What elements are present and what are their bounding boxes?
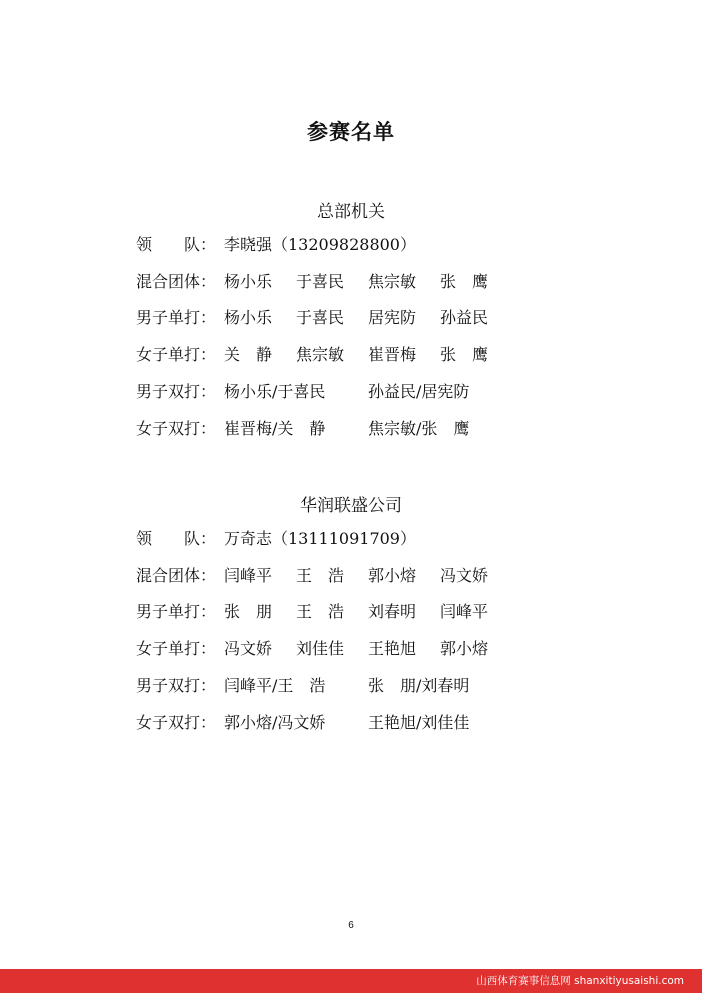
player-name: 闫峰平: [440, 602, 489, 621]
player-pair: 郭小熔/冯文娇: [224, 713, 326, 732]
player-name: 王艳旭: [368, 639, 417, 658]
row-label: 领 队：: [136, 235, 217, 254]
document-title: 参赛名单: [307, 120, 395, 144]
player-name: 郭小熔: [440, 639, 489, 658]
player-pair: 焦宗敏/张 鹰: [368, 419, 470, 438]
player-name: 刘春明: [368, 602, 417, 621]
row-label: 男子单打：: [136, 602, 217, 621]
player-name: 冯文娇: [440, 566, 489, 585]
leader-value: 万奇志（13111091709）: [224, 529, 416, 548]
player-name: 王 浩: [296, 602, 345, 621]
womens-doubles-row: [136, 417, 469, 441]
team-title-cr: 华润联盛公司: [300, 496, 402, 516]
footer-bar: [0, 969, 702, 993]
player-name: 杨小乐: [224, 272, 273, 291]
mixed-team-row: [136, 270, 488, 294]
leader-value: 李晓强（13209828800）: [224, 235, 416, 254]
leader-row: [136, 527, 416, 551]
row-label: 混合团体：: [136, 566, 217, 585]
footer-site-link[interactable]: 山西体育赛事信息网 shanxitiyusaishi.com: [476, 975, 684, 987]
player-name: 居宪防: [368, 308, 417, 327]
player-name: 崔晋梅: [368, 345, 417, 364]
player-name: 杨小乐: [224, 308, 273, 327]
player-name: 焦宗敏: [368, 272, 417, 291]
womens-singles-row: [136, 343, 488, 367]
mens-singles-row: [136, 600, 488, 624]
row-label: 女子双打：: [136, 713, 217, 732]
player-name: 张 朋: [224, 602, 273, 621]
row-label: 领 队：: [136, 529, 217, 548]
player-pair: 张 朋/刘春明: [368, 676, 470, 695]
player-name: 张 鹰: [440, 272, 489, 291]
page-number: 6: [348, 920, 354, 931]
player-name: 关 静: [224, 345, 273, 364]
player-name: 孙益民: [440, 308, 489, 327]
player-name: 王 浩: [296, 566, 345, 585]
player-pair: 王艳旭/刘佳佳: [368, 713, 470, 732]
row-label: 女子单打：: [136, 345, 217, 364]
player-pair: 杨小乐/于喜民: [224, 382, 326, 401]
player-name: 闫峰平: [224, 566, 273, 585]
mixed-team-row: [136, 564, 488, 588]
player-name: 张 鹰: [440, 345, 489, 364]
mens-doubles-row: [136, 380, 469, 404]
player-name: 于喜民: [296, 308, 345, 327]
player-name: 焦宗敏: [296, 345, 345, 364]
mens-doubles-row: [136, 674, 469, 698]
mens-singles-row: [136, 306, 488, 330]
row-label: 男子单打：: [136, 308, 217, 327]
row-label: 男子双打：: [136, 676, 217, 695]
leader-row: [136, 233, 416, 257]
player-pair: 闫峰平/王 浩: [224, 676, 326, 695]
player-name: 冯文娇: [224, 639, 273, 658]
team-title-hq: 总部机关: [317, 202, 385, 222]
player-name: 于喜民: [296, 272, 345, 291]
womens-doubles-row: [136, 711, 469, 735]
row-label: 混合团体：: [136, 272, 217, 291]
player-pair: 孙益民/居宪防: [368, 382, 470, 401]
player-name: 郭小熔: [368, 566, 417, 585]
row-label: 女子双打：: [136, 419, 217, 438]
womens-singles-row: [136, 637, 488, 661]
row-label: 男子双打：: [136, 382, 217, 401]
player-name: 刘佳佳: [296, 639, 345, 658]
row-label: 女子单打：: [136, 639, 217, 658]
player-pair: 崔晋梅/关 静: [224, 419, 326, 438]
